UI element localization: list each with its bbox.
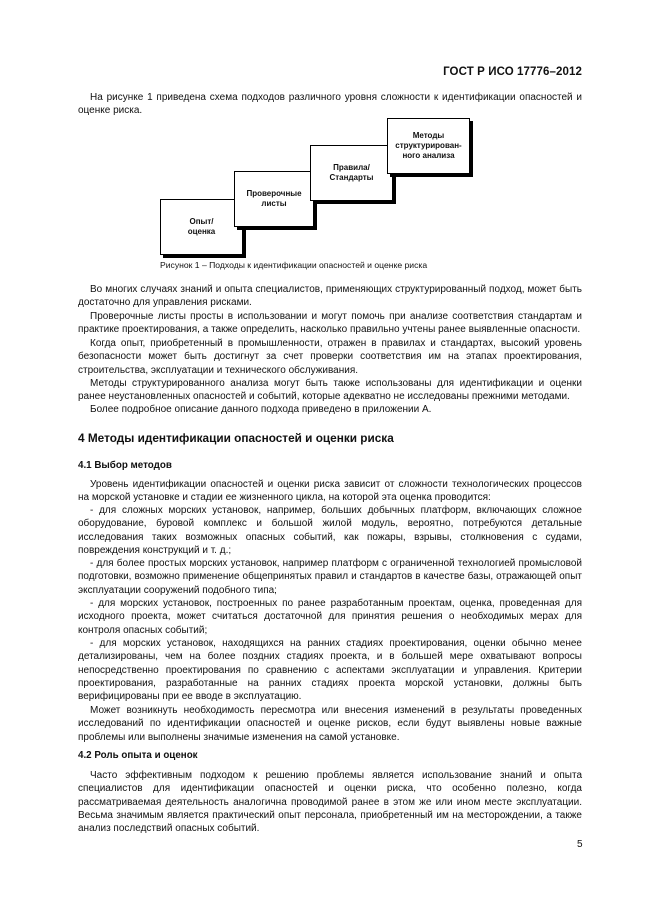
list-item: - для сложных морских установок, например, больших добычных платформ, включающих сложное оборудование, буровой комплекс и большой жилой модуль, вероятно, потребуются детальные исследования таких возможных опасных событий, как пожары, взрывы, столкновения с судами, повреждения конструкций и т. д.; xyxy=(78,505,582,556)
list-item: - для более простых морских установок, например платформ с ограниченной технологией промысловой подготовки, возможно применение общепринятых правил и стандартов в качестве базы, отражающей опыт эксплуатации сооружений подобного типа; xyxy=(78,558,582,596)
paragraph: Может возникнуть необходимость пересмотра или внесения изменений в результаты проведенных исследований по идентификации опасностей и оценке рисков, если будут выявлены новые важные проблемы или выполнены значимые изменения на самой установке. xyxy=(78,705,582,743)
subsection-heading: 4.2 Роль опыта и оценок xyxy=(78,750,198,761)
document-id-header: ГОСТ Р ИСО 17776–2012 xyxy=(443,66,582,78)
paragraph: Во многих случаях знаний и опыта специалистов, применяющих структурированный подход, может быть достаточно для управления рисками. xyxy=(78,284,582,309)
intro-paragraph: На рисунке 1 приведена схема подходов различного уровня сложности к идентификации опасностей и оценке риска. xyxy=(78,92,582,117)
section-heading: 4 Методы идентификации опасностей и оценки риска xyxy=(78,431,394,445)
subsection-heading: 4.1 Выбор методов xyxy=(78,460,172,471)
paragraph: Проверочные листы просты в использовании и могут помочь при анализе соответствия стандартам и практике проектирования, а также определить, насколько правильно учтены ранее выявленные опасности. xyxy=(78,311,582,336)
figure-box-structured-analysis: Методы структурирован- ного анализа xyxy=(387,118,470,174)
list-item: - для морских установок, построенных по ранее разработанным проектам, оценка, проведенная для исходного проекта, может считаться достаточной для принятия решения о необходимых мерах для контроля опасных событий; xyxy=(78,598,582,636)
list-item: - для морских установок, находящихся на ранних стадиях проектирования, оценки обычно менее детализированы, чем на более поздних стадиях проекта, и в большей мере охватывают вопросы непосредственно проектирования по сравнению с аспектами эксплуатации и управления. Критерии проектирования, разработанные на ранних стадиях проекта морской установки, должны быть верифицированы при ее вводе в эксплуатацию. xyxy=(78,638,582,703)
paragraph: Более подробное описание данного подхода приведено в приложении А. xyxy=(90,404,432,415)
page-number: 5 xyxy=(577,839,583,850)
paragraph: Когда опыт, приобретенный в промышленности, отражен в правилах и стандартах, высокий уровень безопасности может быть достигнут за счет проверки соответствия им на этапах проектирования, строительства, эксплуатации и технического обслуживания. xyxy=(78,338,582,376)
figure-box-experience: Опыт/ оценка xyxy=(160,199,243,255)
paragraph: Уровень идентификации опасностей и оценки риска зависит от сложности технологических процессов на морской установке и стадии ее жизненного цикла, на которой эта оценка проводится: xyxy=(78,479,582,504)
paragraph: Часто эффективным подходом к решению проблемы является использование знаний и опыта специалистов для идентификации опасностей и оценки риска, что особенно полезно, когда рассматриваемая деятельность аналогична проводимой ранее в этом же или ином месте эксплуатации. Весьма значимым является практический опыт персонала, приобретенный им на месторождении, а также анализ последствий опасных событий. xyxy=(78,770,582,835)
figure-box-rules-standards: Правила/ Стандарты xyxy=(310,145,393,201)
figure-box-checklists: Проверочные листы xyxy=(234,171,314,227)
figure-caption: Рисунок 1 – Подходы к идентификации опасностей и оценке риска xyxy=(160,260,428,270)
paragraph: Методы структурированного анализа могут быть также использованы для идентификации и оценки ранее неустановленных опасностей и событий, которые адекватно не исследованы прежними методами. xyxy=(78,378,582,403)
